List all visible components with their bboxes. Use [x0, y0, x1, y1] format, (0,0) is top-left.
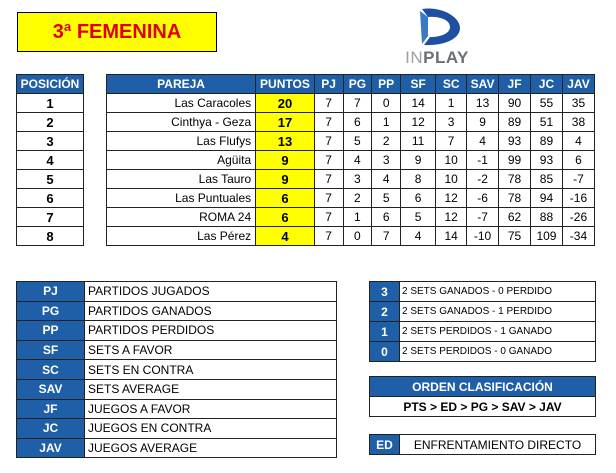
legend-row: [17, 282, 337, 302]
column-header: JC: [531, 75, 563, 94]
orden-value: PTS > ED > PG > SAV > JAV: [370, 397, 596, 417]
stat-cell: 4: [343, 151, 372, 170]
sets-points-desc: 2 SETS PERDIDOS - 0 GANADO: [400, 342, 596, 362]
sets-points-row: [370, 282, 596, 302]
logo-text-in: IN: [405, 48, 424, 67]
stat-cell: 7: [314, 94, 343, 113]
stat-cell: -7: [467, 208, 499, 227]
stat-cell: 78: [499, 189, 531, 208]
stat-cell: 4: [401, 227, 436, 246]
position-table: [16, 74, 84, 246]
team-name: Cinthya - Geza: [107, 113, 256, 132]
stat-cell: 4: [467, 132, 499, 151]
sets-points-value: 3: [370, 282, 400, 302]
position-row: [17, 189, 84, 208]
legend-row: [17, 419, 337, 439]
column-header: PG: [343, 75, 372, 94]
stat-cell: 10: [436, 151, 467, 170]
column-header: SAV: [467, 75, 499, 94]
stat-cell: 7: [314, 113, 343, 132]
stat-cell: 75: [499, 227, 531, 246]
legend-row: [17, 340, 337, 360]
stat-cell: 7: [314, 132, 343, 151]
legend-row: [17, 438, 337, 458]
stat-cell: 6: [401, 189, 436, 208]
stat-cell: 3: [436, 113, 467, 132]
stat-cell: 89: [531, 132, 563, 151]
legend-abbr: SF: [17, 340, 85, 360]
stat-cell: 93: [499, 132, 531, 151]
orden-table: [369, 376, 596, 417]
ed-abbr: ED: [370, 435, 400, 455]
table-row: [107, 113, 595, 132]
legend-desc: SETS EN CONTRA: [85, 360, 337, 380]
table-row: [107, 208, 595, 227]
position-cell: 7: [17, 208, 84, 227]
sets-points-row: [370, 342, 596, 362]
position-cell: 3: [17, 132, 84, 151]
legend-abbr: JF: [17, 399, 85, 419]
points-cell: 9: [256, 170, 315, 189]
stat-cell: 90: [499, 94, 531, 113]
orden-title: ORDEN CLASIFICACIÓN: [370, 377, 596, 397]
legend-desc: JUEGOS EN CONTRA: [85, 419, 337, 439]
legend-abbr: PJ: [17, 282, 85, 302]
stat-cell: 78: [499, 170, 531, 189]
legend-desc: SETS AVERAGE: [85, 379, 337, 399]
position-cell: 4: [17, 151, 84, 170]
stat-cell: 3: [372, 151, 401, 170]
legend-abbr: PP: [17, 321, 85, 341]
stat-cell: 109: [531, 227, 563, 246]
stat-cell: 89: [499, 113, 531, 132]
sets-points-value: 2: [370, 302, 400, 322]
stat-cell: -7: [562, 170, 594, 189]
stat-cell: 1: [343, 208, 372, 227]
team-name: Agüita: [107, 151, 256, 170]
sets-points-desc: 2 SETS PERDIDOS - 1 GANADO: [400, 322, 596, 342]
position-cell: 5: [17, 170, 84, 189]
stat-cell: 2: [372, 132, 401, 151]
stat-cell: -34: [562, 227, 594, 246]
legend-desc: JUEGOS AVERAGE: [85, 438, 337, 458]
column-header: PJ: [314, 75, 343, 94]
team-name: Las Puntuales: [107, 189, 256, 208]
stat-cell: 6: [343, 113, 372, 132]
sets-points-desc: 2 SETS GANADOS - 1 PERDIDO: [400, 302, 596, 322]
legend-row: [17, 360, 337, 380]
team-name: Las Tauro: [107, 170, 256, 189]
stat-cell: 5: [343, 132, 372, 151]
legend-abbr: JAV: [17, 438, 85, 458]
team-name: Las Flufys: [107, 132, 256, 151]
legend-row: [17, 379, 337, 399]
stat-cell: 4: [372, 170, 401, 189]
sets-points-value: 1: [370, 322, 400, 342]
stat-cell: 14: [401, 94, 436, 113]
legend-abbr: SC: [17, 360, 85, 380]
position-row: [17, 132, 84, 151]
table-row: [107, 151, 595, 170]
stat-cell: 7: [436, 132, 467, 151]
stat-cell: 51: [531, 113, 563, 132]
stat-cell: 11: [401, 132, 436, 151]
stat-cell: 55: [531, 94, 563, 113]
stat-cell: 7: [314, 189, 343, 208]
sets-points-row: [370, 322, 596, 342]
stat-cell: 3: [343, 170, 372, 189]
legend-desc: PARTIDOS JUGADOS: [85, 282, 337, 302]
position-cell: 1: [17, 94, 84, 113]
stat-cell: 9: [401, 151, 436, 170]
position-row: [17, 208, 84, 227]
position-row: [17, 113, 84, 132]
stat-cell: 7: [314, 208, 343, 227]
inplay-logo: [393, 6, 481, 68]
points-cell: 6: [256, 208, 315, 227]
legend-desc: PARTIDOS PERDIDOS: [85, 321, 337, 341]
legend-table: [16, 281, 337, 458]
position-row: [17, 151, 84, 170]
stat-cell: 7: [314, 151, 343, 170]
stat-cell: 0: [372, 94, 401, 113]
legend-row: [17, 321, 337, 341]
stat-cell: 93: [531, 151, 563, 170]
inplay-play-icon: [406, 6, 468, 48]
column-header: PUNTOS: [256, 75, 315, 94]
stat-cell: 6: [562, 151, 594, 170]
column-header: PAREJA: [107, 75, 256, 94]
stat-cell: 12: [436, 208, 467, 227]
standings-table: [106, 74, 595, 246]
stat-cell: -10: [467, 227, 499, 246]
stat-cell: 7: [314, 170, 343, 189]
stat-cell: 7: [343, 94, 372, 113]
stat-cell: 6: [372, 208, 401, 227]
column-header: JF: [499, 75, 531, 94]
position-row: [17, 227, 84, 246]
logo-text-play: PLAY: [423, 48, 469, 67]
position-cell: 8: [17, 227, 84, 246]
stat-cell: 0: [343, 227, 372, 246]
points-cell: 17: [256, 113, 315, 132]
stat-cell: 12: [436, 189, 467, 208]
table-row: [107, 170, 595, 189]
column-header: PP: [372, 75, 401, 94]
position-row: [17, 170, 84, 189]
sets-points-row: [370, 302, 596, 322]
table-row: [107, 227, 595, 246]
ed-table: [369, 434, 596, 455]
table-row: [107, 94, 595, 113]
stat-cell: -6: [467, 189, 499, 208]
legend-abbr: PG: [17, 301, 85, 321]
legend-desc: SETS A FAVOR: [85, 340, 337, 360]
stat-cell: 7: [314, 227, 343, 246]
stat-cell: 1: [436, 94, 467, 113]
stat-cell: -26: [562, 208, 594, 227]
stat-cell: 2: [343, 189, 372, 208]
stat-cell: 4: [562, 132, 594, 151]
stat-cell: 14: [436, 227, 467, 246]
stat-cell: 85: [531, 170, 563, 189]
sets-points-table: [369, 281, 596, 362]
legend-row: [17, 399, 337, 419]
stat-cell: 10: [436, 170, 467, 189]
legend-desc: PARTIDOS GANADOS: [85, 301, 337, 321]
team-name: ROMA 24: [107, 208, 256, 227]
stat-cell: 1: [372, 113, 401, 132]
stat-cell: 5: [401, 208, 436, 227]
sets-points-desc: 2 SETS GANADOS - 0 PERDIDO: [400, 282, 596, 302]
points-cell: 9: [256, 151, 315, 170]
stat-cell: 38: [562, 113, 594, 132]
column-header: SC: [436, 75, 467, 94]
stat-cell: -16: [562, 189, 594, 208]
table-row: [107, 132, 595, 151]
stat-cell: 88: [531, 208, 563, 227]
stat-cell: 8: [401, 170, 436, 189]
stat-cell: 9: [467, 113, 499, 132]
ed-desc: ENFRENTAMIENTO DIRECTO: [400, 435, 596, 455]
column-header: JAV: [562, 75, 594, 94]
stat-cell: -1: [467, 151, 499, 170]
legend-abbr: JC: [17, 419, 85, 439]
legend-desc: JUEGOS A FAVOR: [85, 399, 337, 419]
stat-cell: -2: [467, 170, 499, 189]
stat-cell: 35: [562, 94, 594, 113]
position-header: POSICIÓN: [17, 75, 84, 94]
points-cell: 4: [256, 227, 315, 246]
stat-cell: 62: [499, 208, 531, 227]
stat-cell: 12: [401, 113, 436, 132]
stat-cell: 94: [531, 189, 563, 208]
points-cell: 6: [256, 189, 315, 208]
position-cell: 6: [17, 189, 84, 208]
table-row: [107, 189, 595, 208]
team-name: Las Pérez: [107, 227, 256, 246]
stat-cell: 7: [372, 227, 401, 246]
legend-row: [17, 301, 337, 321]
team-name: Las Caracoles: [107, 94, 256, 113]
page-title: 3ª FEMENINA: [17, 12, 217, 52]
stat-cell: 5: [372, 189, 401, 208]
position-row: [17, 94, 84, 113]
legend-abbr: SAV: [17, 379, 85, 399]
points-cell: 13: [256, 132, 315, 151]
stat-cell: 13: [467, 94, 499, 113]
stat-cell: 99: [499, 151, 531, 170]
position-cell: 2: [17, 113, 84, 132]
points-cell: 20: [256, 94, 315, 113]
sets-points-value: 0: [370, 342, 400, 362]
column-header: SF: [401, 75, 436, 94]
logo-text: [393, 48, 481, 68]
